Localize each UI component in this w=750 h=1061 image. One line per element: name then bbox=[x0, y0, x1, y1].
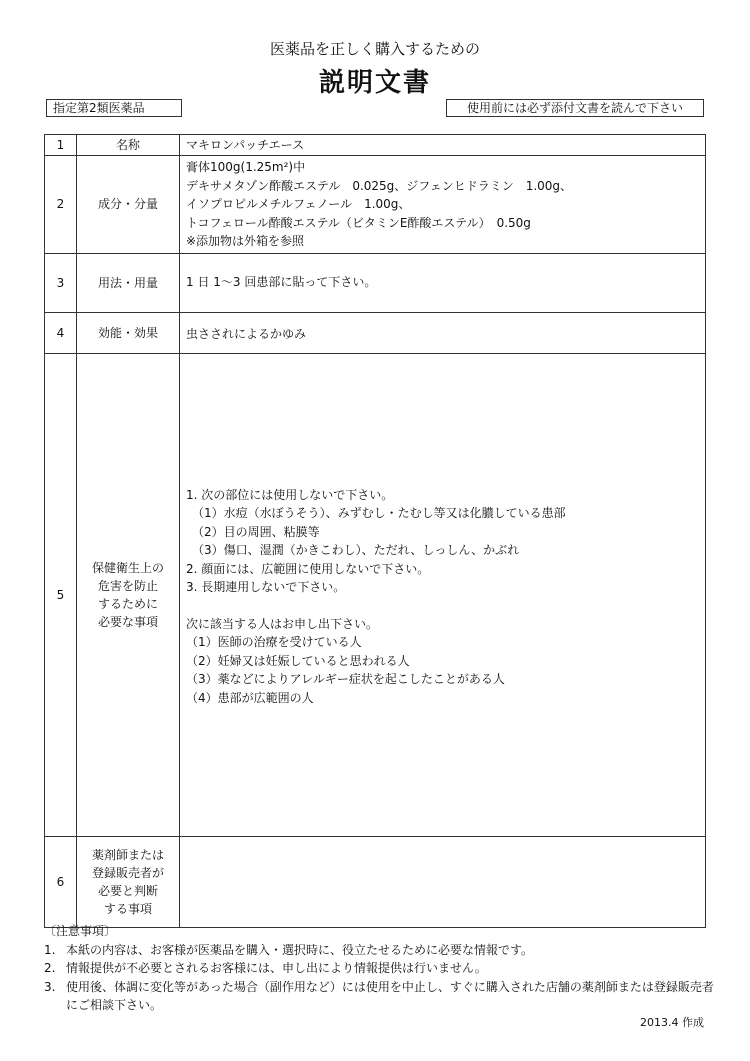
label-line: するために bbox=[97, 596, 158, 611]
content-line: 1 日 1～3 回患部に貼って下さい。 bbox=[186, 275, 377, 290]
row-content bbox=[180, 836, 706, 927]
note-number: 2. bbox=[44, 961, 56, 975]
note-text: 情報提供が不必要とされるお客様には、申し出により情報提供は行いません。 bbox=[66, 961, 487, 975]
content-line: 1. 次の部位には使用しないで下さい。 bbox=[186, 487, 394, 502]
table-row bbox=[45, 135, 706, 156]
row-number: 2 bbox=[45, 156, 77, 254]
row-label bbox=[77, 836, 180, 927]
content-line: トコフェロール酢酸エステル（ビタミンE酢酸エステル） 0.50g bbox=[186, 215, 531, 230]
note-item bbox=[44, 941, 714, 960]
notes-heading: 〔注意事項〕 bbox=[44, 924, 117, 938]
row-label: 名称 bbox=[77, 135, 180, 156]
content-line: ※添加物は外箱を参照 bbox=[186, 234, 305, 248]
table-row bbox=[45, 312, 706, 353]
note-number: 3. bbox=[44, 979, 56, 994]
content-line: デキサメタゾン酢酸エステル 0.025g、ジフェンヒドラミン 1.00g、 bbox=[186, 178, 573, 193]
row-number: 3 bbox=[45, 253, 77, 312]
content-line: 3. 長期連用しないで下さい。 bbox=[186, 580, 346, 595]
document-subtitle: 医薬品を正しく購入するための bbox=[269, 40, 480, 58]
label-line: 危害を防止 bbox=[97, 578, 158, 593]
content-line: 2. 顔面には、広範囲に使用しないで下さい。 bbox=[186, 561, 430, 576]
notes-section bbox=[44, 922, 714, 1015]
row-number: 6 bbox=[45, 836, 77, 927]
label-line: 必要と判断 bbox=[97, 883, 158, 898]
content-line: 虫さされによるかゆみ bbox=[186, 326, 307, 341]
table-row bbox=[45, 836, 706, 927]
content-line: （3）薬などによりアレルギー症状を起こしたことがある人 bbox=[186, 672, 505, 687]
notice-tag: 使用前には必ず添付文書を読んで下さい bbox=[446, 99, 704, 117]
note-item bbox=[44, 978, 714, 1015]
content-line: （3）傷口、湿潤（かきこわし）、ただれ、しっしん、かぶれ bbox=[192, 543, 520, 558]
table-row bbox=[45, 253, 706, 312]
blank-line bbox=[186, 597, 699, 615]
content-line: （2）妊婦又は妊娠していると思われる人 bbox=[186, 653, 410, 668]
info-table bbox=[44, 134, 706, 928]
label-line: 必要な事項 bbox=[97, 614, 158, 629]
document-title: 説明文書 bbox=[318, 68, 431, 98]
row-number: 4 bbox=[45, 312, 77, 353]
category-tag: 指定第2類医薬品 bbox=[46, 99, 182, 117]
label-line: 薬剤師または bbox=[91, 847, 164, 862]
row-number: 5 bbox=[45, 353, 77, 836]
label-line: する事項 bbox=[103, 901, 152, 916]
row-content bbox=[180, 253, 706, 312]
label-line: 登録販売者が bbox=[91, 865, 164, 880]
table-row bbox=[45, 156, 706, 254]
note-number: 1. bbox=[44, 942, 56, 957]
content-line: 膏体100g(1.25m²)中 bbox=[186, 160, 306, 174]
content-line: （4）患部が広範囲の人 bbox=[186, 690, 314, 705]
note-text: 本紙の内容は、お客様が医薬品を購入・選択時に、役立たせるために必要な情報です。 bbox=[66, 942, 534, 957]
note-item bbox=[44, 959, 714, 978]
content-line: イソプロピルメチルフェノール 1.00g、 bbox=[186, 197, 411, 211]
creation-date: 2013.4 作成 bbox=[640, 1016, 704, 1029]
row-content bbox=[180, 156, 706, 254]
row-label: 成分・分量 bbox=[77, 156, 180, 254]
row-label: 用法・用量 bbox=[77, 253, 180, 312]
table-row bbox=[45, 353, 706, 836]
row-number: 1 bbox=[45, 135, 77, 156]
row-content bbox=[180, 353, 706, 836]
content-line: （2）目の周囲、粘膜等 bbox=[192, 524, 320, 539]
row-label bbox=[77, 353, 180, 836]
content-line: マキロンパッチエース bbox=[186, 137, 305, 152]
content-line: （1）水痘（水ぼうそう）、みずむし・たむし等又は化膿している患部 bbox=[192, 506, 566, 521]
row-label: 効能・効果 bbox=[77, 312, 180, 353]
label-line: 保健衛生上の bbox=[91, 560, 164, 575]
row-content bbox=[180, 135, 706, 156]
content-line: 次に該当する人はお申し出下さい。 bbox=[186, 616, 379, 631]
note-text: 使用後、体調に変化等があった場合（副作用など）には使用を中止し、すぐに購入された店舗の薬剤師または登録販売者にご相談下さい。 bbox=[66, 979, 714, 1012]
content-line: （1）医師の治療を受けている人 bbox=[186, 635, 362, 650]
row-content bbox=[180, 312, 706, 353]
